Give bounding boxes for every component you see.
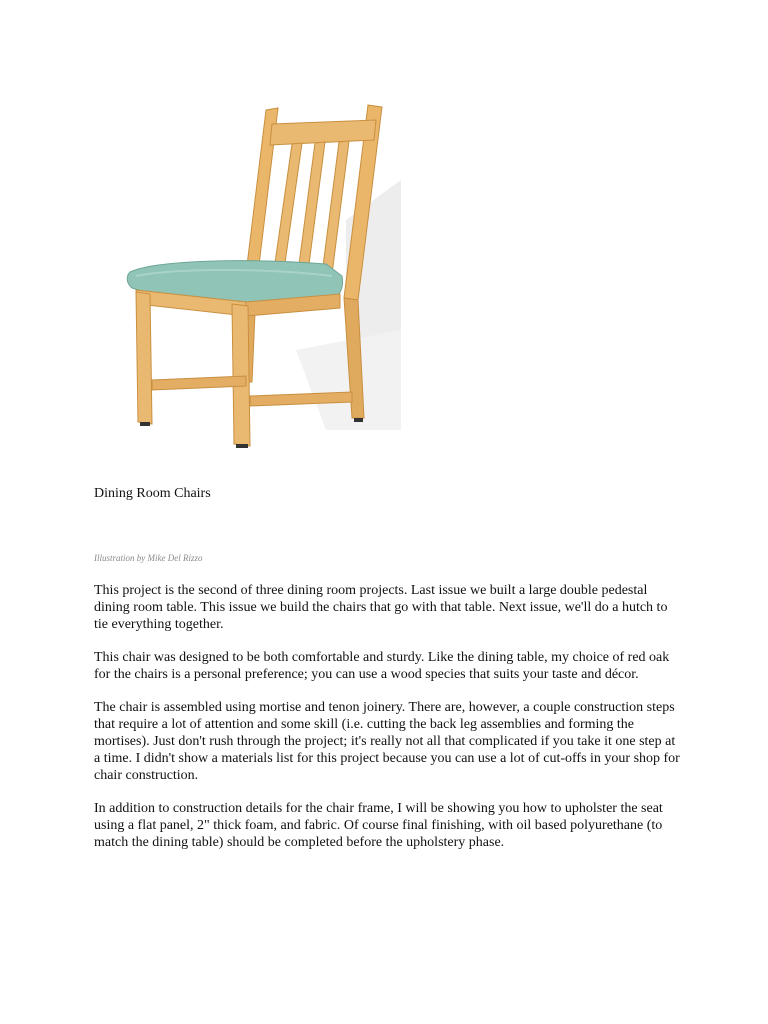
- top-rail: [270, 120, 376, 145]
- paragraph: In addition to construction details for the chair frame, I will be showing you how to upholster the seat using a flat panel, 2" thick foam, and fabric. Of course final finishing, with oil based polyurethane (to match the dining table) should be completed before the upholstery phase.: [94, 801, 663, 850]
- stretcher-side: [152, 376, 246, 390]
- paragraph: This project is the second of three dining room projects. Last issue we built a large double pedestal dining room table. This issue we build the chairs that go with that table. Next issue, we'll do a hutch to tie everything together.: [94, 583, 668, 632]
- foot-glide: [140, 422, 150, 426]
- article-body: [94, 582, 684, 867]
- chair-illustration: [96, 100, 401, 460]
- foot-glide: [236, 444, 248, 448]
- back-slat: [322, 141, 349, 274]
- front-leg-right: [232, 304, 250, 446]
- front-leg-left: [136, 292, 152, 424]
- back-slat: [274, 143, 302, 270]
- foot-glide: [354, 418, 363, 422]
- paragraph: The chair is assembled using mortise and tenon joinery. There are, however, a couple construction steps that require a lot of attention and some skill (i.e. cutting the back leg assemblies and forming the mortises). Just don't rush through the project; it's really not all that complicated if you take it one step at a time. I didn't show a materials list for this project because you can use a lot of cut-offs in your shop for chair construction.: [94, 700, 680, 783]
- paragraph: This chair was designed to be both comfortable and sturdy. Like the dining table, my choice of red oak for the chairs is a personal preference; you can use a wood species that suits your taste and décor.: [94, 650, 670, 682]
- page-title: Dining Room Chairs: [94, 486, 211, 501]
- back-slat: [298, 142, 325, 272]
- illustration-credit: Illustration by Mike Del Rizzo: [94, 553, 203, 563]
- dining-chair-illustration-icon: [96, 100, 401, 460]
